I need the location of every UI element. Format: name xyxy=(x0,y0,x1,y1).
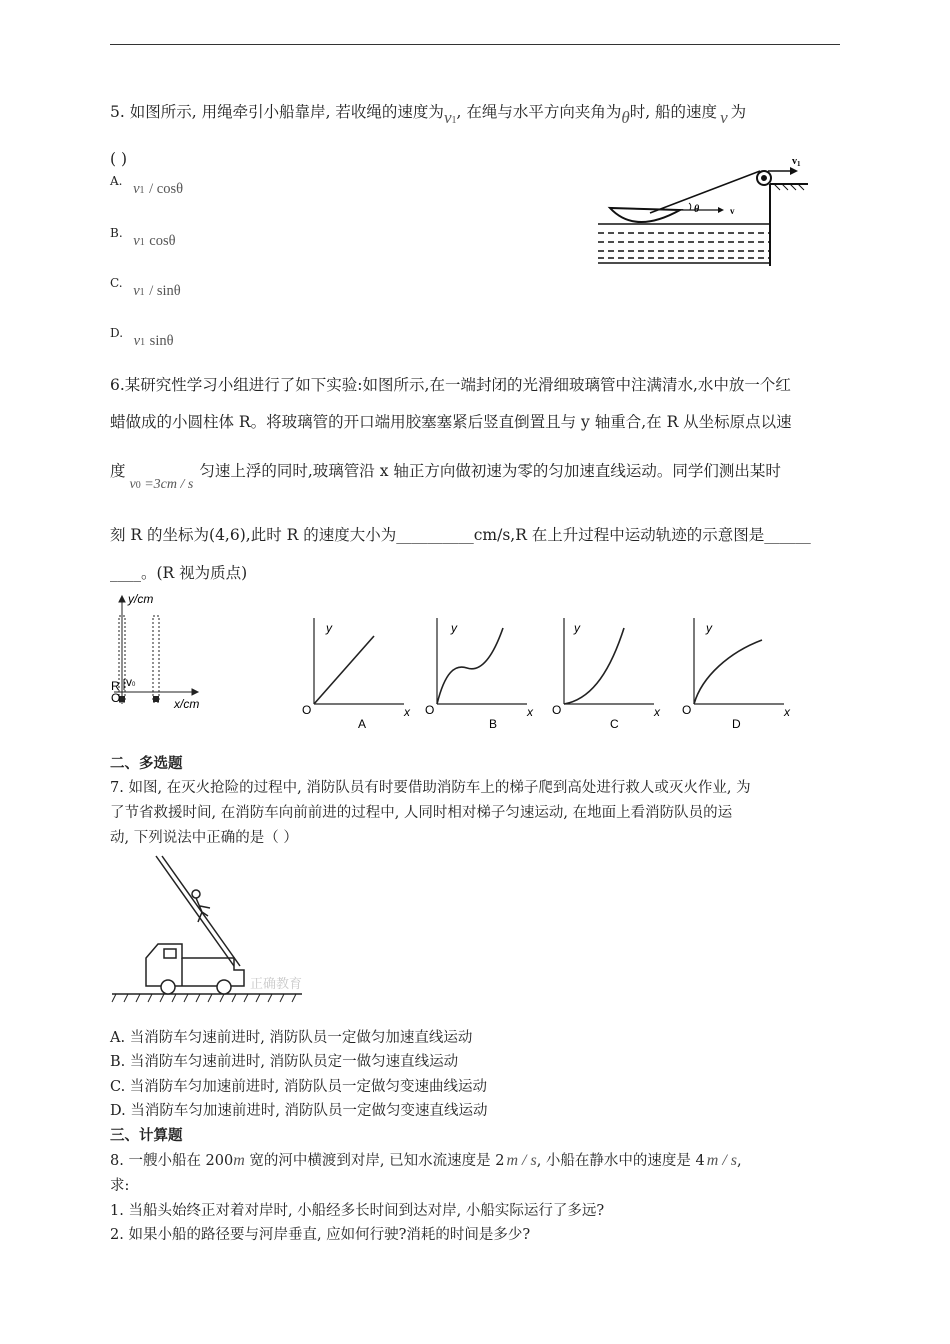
svg-text:R: R xyxy=(111,679,120,693)
graph-c[interactable] xyxy=(552,612,660,732)
graph-b-curve xyxy=(437,628,503,704)
rope xyxy=(650,171,760,213)
q8-line-2: 求: xyxy=(110,1178,130,1194)
q5-option-a[interactable]: $^{A.}$ v1 / cosθ xyxy=(110,174,184,197)
q7-option-a[interactable]: A. 当消防车匀速前进时, 消防队员一定做匀加速直线运动 xyxy=(110,1030,473,1046)
tube-v0-label: v0 xyxy=(126,675,136,689)
boat-hull xyxy=(610,208,680,222)
watermark: 正确教育 xyxy=(250,977,303,992)
wheel-front xyxy=(161,980,175,994)
q5-v-var: v xyxy=(720,108,728,127)
q7-option-d[interactable]: D. 当消防车匀加速前进时, 消防队员一定做匀变速直线运动 xyxy=(110,1103,488,1119)
svg-text:x: x xyxy=(784,705,790,719)
q7-option-b[interactable]: B. 当消防车匀速前进时, 消防队员定一做匀速直线运动 xyxy=(110,1054,459,1070)
q5-text-2: , 在绳与水平方向夹角为 xyxy=(456,103,622,121)
q5-text-1: 5. 如图所示, 用绳牵引小船靠岸, 若收绳的速度为 xyxy=(110,103,444,121)
graph-a-label: A xyxy=(358,717,367,731)
q6-line-5: ____。(R 视为质点) xyxy=(110,564,248,582)
q6-line-4: 刻 R 的坐标为(4,6),此时 R 的速度大小为__________cm/s,R 在上升过程中运动轨迹的示意图是______ xyxy=(110,526,811,544)
svg-text:O: O xyxy=(302,703,312,717)
q5-stem xyxy=(110,101,746,126)
graph-d-curve xyxy=(694,640,762,704)
svg-text:y: y xyxy=(706,621,712,635)
q6-line-1: 6.某研究性学习小组进行了如下实验:如图所示,在一端封闭的光滑细玻璃管中注满清水,水中放一个红 xyxy=(110,376,791,394)
svg-text:x: x xyxy=(654,705,660,719)
q5-text-3: 时, 船的速度 xyxy=(629,103,718,121)
q7-line-2: 了节省救援时间, 在消防车向前前进的过程中, 人同时相对梯子匀速运动, 在地面上看消防队员的运 xyxy=(110,805,733,821)
q8-sub-2: 2. 如果小船的路径要与河岸垂直, 应如何行驶?消耗的时间是多少? xyxy=(110,1227,531,1243)
q6-tube-figure xyxy=(108,592,208,716)
fig-v1-label: $v_1$ xyxy=(792,156,801,168)
svg-text:y/cm: y/cm xyxy=(128,592,154,606)
fig-v-label: v xyxy=(730,206,735,216)
graph-a[interactable] xyxy=(296,612,410,732)
q5-option-c[interactable]: $^{C.}$ v1 / sinθ xyxy=(110,276,181,299)
graph-b[interactable] xyxy=(423,612,533,732)
svg-text:y: y xyxy=(574,621,580,635)
svg-text:y: y xyxy=(326,621,332,635)
firefighter-icon xyxy=(192,890,200,898)
wheel-rear xyxy=(217,980,231,994)
q8-sub-1: 1. 当船头始终正对着对岸时, 小船经多长时间到达对岸, 小船实际运行了多远? xyxy=(110,1203,605,1219)
q5-option-d[interactable]: $^{D.}$ v1 sinθ xyxy=(110,326,174,349)
svg-text:x: x xyxy=(527,705,533,719)
q6-v0-expr: v0 =3cm / s xyxy=(129,477,194,492)
graph-b-label: B xyxy=(489,717,498,731)
graph-d[interactable] xyxy=(680,612,790,732)
svg-text:y: y xyxy=(451,621,457,635)
q5-option-b[interactable]: $^{B.}$ v1 cosθ xyxy=(110,226,176,249)
q5-v1-var: v1 xyxy=(443,108,457,127)
svg-text:O: O xyxy=(111,691,121,705)
q5-text-4: 为 xyxy=(730,103,747,121)
q8-stem: 8. 一艘小船在 200m 宽的河中横渡到对岸, 已知水流速度是 2 m / s, 小船在静水中的速度是 4 m / s, xyxy=(110,1152,742,1169)
section-2-title: 二、多选题 xyxy=(110,755,183,772)
q5-theta-var: θ xyxy=(621,108,630,127)
q7-line-3: 动, 下列说法中正确的是（ ） xyxy=(110,830,298,846)
section-3-title: 三、计算题 xyxy=(110,1127,183,1144)
q5-blank: ( ) xyxy=(110,150,128,168)
q6-line-2: 蜡做成的小圆柱体 R。将玻璃管的开口端用胶塞塞紧后竖直倒置且与 y 轴重合,在 R 从坐标原点以速 xyxy=(110,413,792,431)
svg-text:x: x xyxy=(404,705,410,719)
graph-d-label: D xyxy=(732,717,741,731)
graph-c-label: C xyxy=(610,717,619,731)
svg-text:x/cm: x/cm xyxy=(174,697,200,711)
q7-firetruck-figure xyxy=(112,854,312,1014)
q6-line-3: 度v0 =3cm / s匀速上浮的同时,玻璃管沿 x 轴正方向做初速为零的匀加速直线运动。同学们测出某时 xyxy=(110,462,781,492)
q5-boat-figure xyxy=(590,150,815,270)
q7-line-1: 7. 如图, 在灭火抢险的过程中, 消防队员有时要借助消防车上的梯子爬到高处进行救人或灭火作业, 为 xyxy=(110,780,751,796)
svg-text:O: O xyxy=(682,703,692,717)
graph-a-curve xyxy=(314,636,374,704)
q7-option-c[interactable]: C. 当消防车匀加速前进时, 消防队员一定做匀变速曲线运动 xyxy=(110,1079,488,1095)
header-rule xyxy=(110,44,840,45)
fig-theta-label: θ xyxy=(694,204,700,215)
svg-text:O: O xyxy=(425,703,435,717)
svg-text:O: O xyxy=(552,703,562,717)
tube-2 xyxy=(153,616,159,702)
graph-c-curve xyxy=(564,628,624,704)
